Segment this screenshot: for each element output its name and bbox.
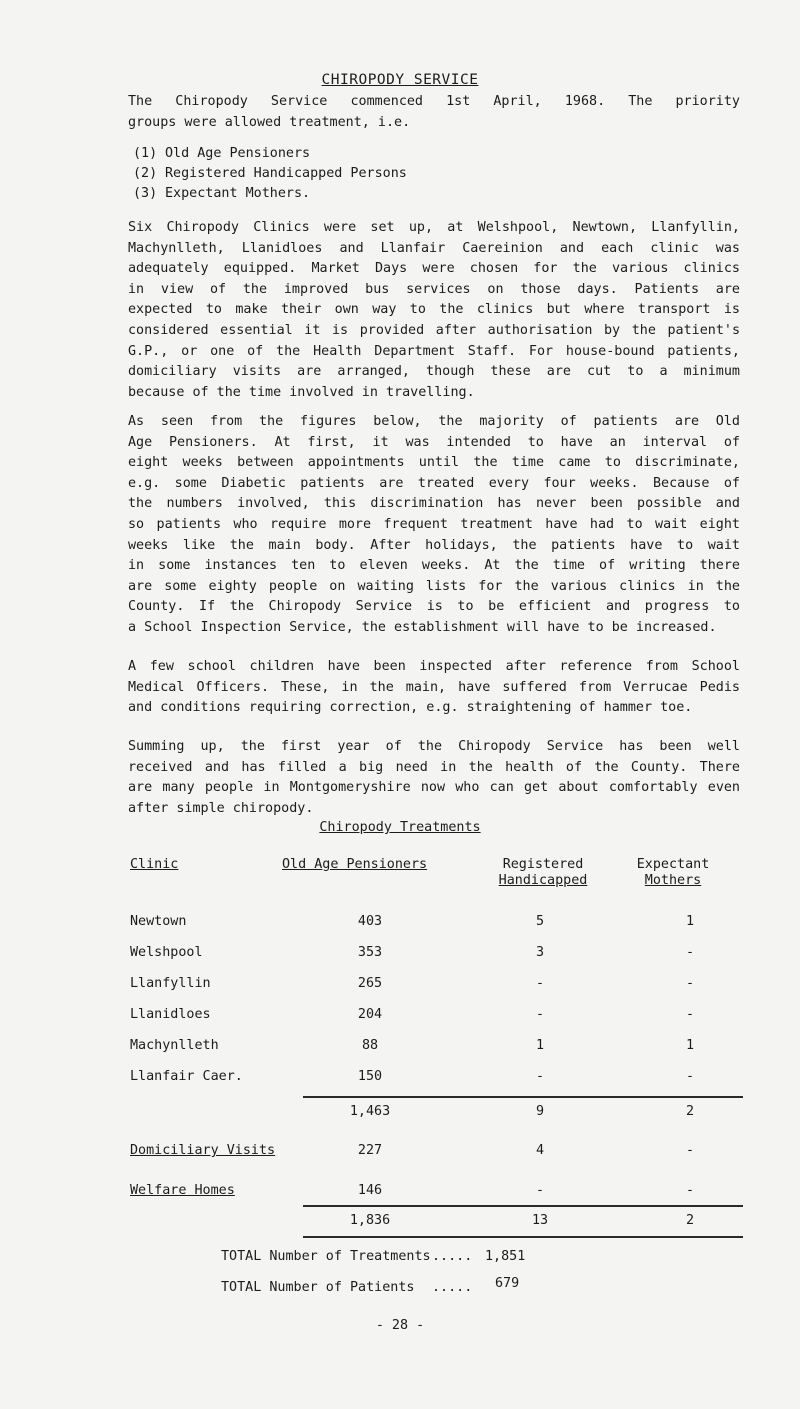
paragraph-school-children <box>128 657 740 719</box>
list-number: (1) <box>133 146 158 161</box>
text-line: G.P., or one of the Health Department Staff. For house-bound patients, <box>128 343 740 359</box>
text-line: Six Chiropody Clinics were set up, at Welshpool, Newtown, Llanfyllin, <box>128 220 740 235</box>
registered-value: 5 <box>535 914 545 929</box>
text-line: considered essential it is provided after authorisation by the patient's <box>128 322 740 338</box>
oap-value: 150 <box>357 1069 383 1084</box>
text-line: in view of the improved bus services on those days. Patients are <box>128 281 740 297</box>
oap-value: 265 <box>357 976 383 991</box>
oap-value: 353 <box>357 945 383 960</box>
expectant-value: - <box>685 1007 695 1022</box>
page-number: - 28 - <box>375 1318 425 1333</box>
text-line: are some eighty people on waiting lists for the various clinics in the <box>128 578 740 594</box>
expectant-value: 1 <box>685 1038 695 1053</box>
oap-value: 146 <box>357 1183 383 1198</box>
text-line: eight weeks between appointments until the time came to discriminate, <box>128 455 740 471</box>
text-line: so patients who require more frequent treatment have had to wait eight <box>128 516 740 532</box>
priority-groups-list <box>133 144 407 204</box>
total-patients-dots: ..... <box>432 1280 473 1295</box>
clinic-name: Welshpool <box>130 945 203 960</box>
paragraph-summary <box>128 737 740 819</box>
total-treatments-label: TOTAL Number of Treatments <box>221 1249 431 1264</box>
total-underline <box>303 1236 743 1238</box>
text-line: As seen from the figures below, the majority of patients are Old <box>128 414 740 429</box>
list-label: Registered Handicapped Persons <box>165 166 407 181</box>
text-line: expected to make their own way to the clinics but where transport is <box>128 302 740 318</box>
text-line: and conditions requiring correction, e.g. straightening of hammer toe. <box>128 700 693 716</box>
clinic-name: Newtown <box>130 914 187 929</box>
total-divider <box>303 1205 743 1207</box>
clinic-name: Llanfair Caer. <box>130 1069 243 1084</box>
text-line: domiciliary visits are arranged, though these are cut to a minimum <box>128 364 740 380</box>
text-line: Machynlleth, Llanidloes and Llanfair Caereinion and each clinic was <box>128 240 740 256</box>
list-number: (3) <box>133 186 158 201</box>
paragraph-clinics <box>128 218 740 403</box>
expectant-value: - <box>685 945 695 960</box>
text-line: e.g. some Diabetic patients are treated every four weeks. Because of <box>128 475 740 491</box>
text-line: The Chiropody Service commenced 1st April, 1968. The priority <box>128 94 740 109</box>
list-label: Expectant Mothers. <box>165 186 311 201</box>
total-patients-label: TOTAL Number of Patients <box>221 1280 415 1295</box>
total-patients-value: 679 <box>495 1276 520 1291</box>
clinic-name: Llanidloes <box>130 1007 211 1022</box>
page-title: CHIROPODY SERVICE <box>321 72 479 88</box>
registered-value: 1 <box>535 1038 545 1053</box>
registered-value: - <box>535 976 545 991</box>
paragraph-patients <box>128 412 740 639</box>
total-treatments-value: 1,851 <box>485 1249 526 1264</box>
domiciliary-label: Domiciliary Visits <box>130 1143 276 1158</box>
expectant-value: - <box>685 1143 695 1158</box>
registered-value: - <box>535 1007 545 1022</box>
text-line: because of the time involved in travelling. <box>128 384 475 400</box>
text-line: A few school children have been inspected after reference from School <box>128 659 740 674</box>
list-number: (2) <box>133 166 158 181</box>
text-line: Medical Officers. These, in the main, have suffered from Verrucae Pedis <box>128 679 740 695</box>
expectant-value: - <box>685 1069 695 1084</box>
expectant-value: - <box>685 1183 695 1198</box>
text-line: after simple chiropody. <box>128 800 314 816</box>
text-line: groups were allowed treatment, i.e. <box>128 114 411 130</box>
header-expectant: Expectant <box>636 857 710 872</box>
clinic-name: Machynlleth <box>130 1038 219 1053</box>
oap-value: 204 <box>357 1007 383 1022</box>
text-line: received and has filled a big need in the health of the County. There <box>128 759 740 775</box>
list-item <box>133 144 407 164</box>
list-item <box>133 164 407 184</box>
oap-total: 1,836 <box>349 1213 391 1228</box>
text-line: in some instances ten to eleven weeks. At the time of writing there <box>128 558 740 574</box>
header-clinic: Clinic <box>130 857 179 872</box>
text-line: a School Inspection Service, the establishment will have to be increased. <box>128 619 717 635</box>
header-mothers: Mothers <box>644 873 702 888</box>
list-item <box>133 184 407 204</box>
text-line: Age Pensioners. At first, it was intended to have an interval of <box>128 434 740 450</box>
text-line: adequately equipped. Market Days were chosen for the various clinics <box>128 261 740 277</box>
registered-value: 4 <box>535 1143 545 1158</box>
text-line: are many people in Montgomeryshire now who can get about comfortably even <box>128 780 740 796</box>
header-registered: Registered <box>502 857 584 872</box>
total-treatments-dots: ..... <box>432 1249 473 1264</box>
oap-value: 227 <box>357 1143 383 1158</box>
expectant-value: 1 <box>685 914 695 929</box>
oap-subtotal: 1,463 <box>349 1104 391 1119</box>
header-old-age-pensioners: Old Age Pensioners <box>282 857 428 872</box>
subtotal-divider <box>303 1096 743 1098</box>
text-line: weeks like the main body. After holidays, the patients have to wait <box>128 537 740 553</box>
header-handicapped: Handicapped <box>498 873 588 888</box>
intro-paragraph <box>128 92 740 133</box>
expectant-subtotal: 2 <box>685 1104 695 1119</box>
text-line: the numbers involved, this discrimination has never been possible and <box>128 496 740 512</box>
registered-subtotal: 9 <box>535 1104 545 1119</box>
clinic-name: Llanfyllin <box>130 976 211 991</box>
registered-total: 13 <box>531 1213 549 1228</box>
table-title: Chiropody Treatments <box>319 820 481 835</box>
oap-value: 403 <box>357 914 383 929</box>
registered-value: - <box>535 1069 545 1084</box>
text-line: Summing up, the first year of the Chiropody Service has been well <box>128 739 740 754</box>
registered-value: 3 <box>535 945 545 960</box>
expectant-value: - <box>685 976 695 991</box>
oap-value: 88 <box>361 1038 379 1053</box>
text-line: County. If the Chiropody Service is to be efficient and progress to <box>128 599 740 615</box>
registered-value: - <box>535 1183 545 1198</box>
welfare-label: Welfare Homes <box>130 1183 235 1198</box>
expectant-total: 2 <box>685 1213 695 1228</box>
list-label: Old Age Pensioners <box>165 146 311 161</box>
